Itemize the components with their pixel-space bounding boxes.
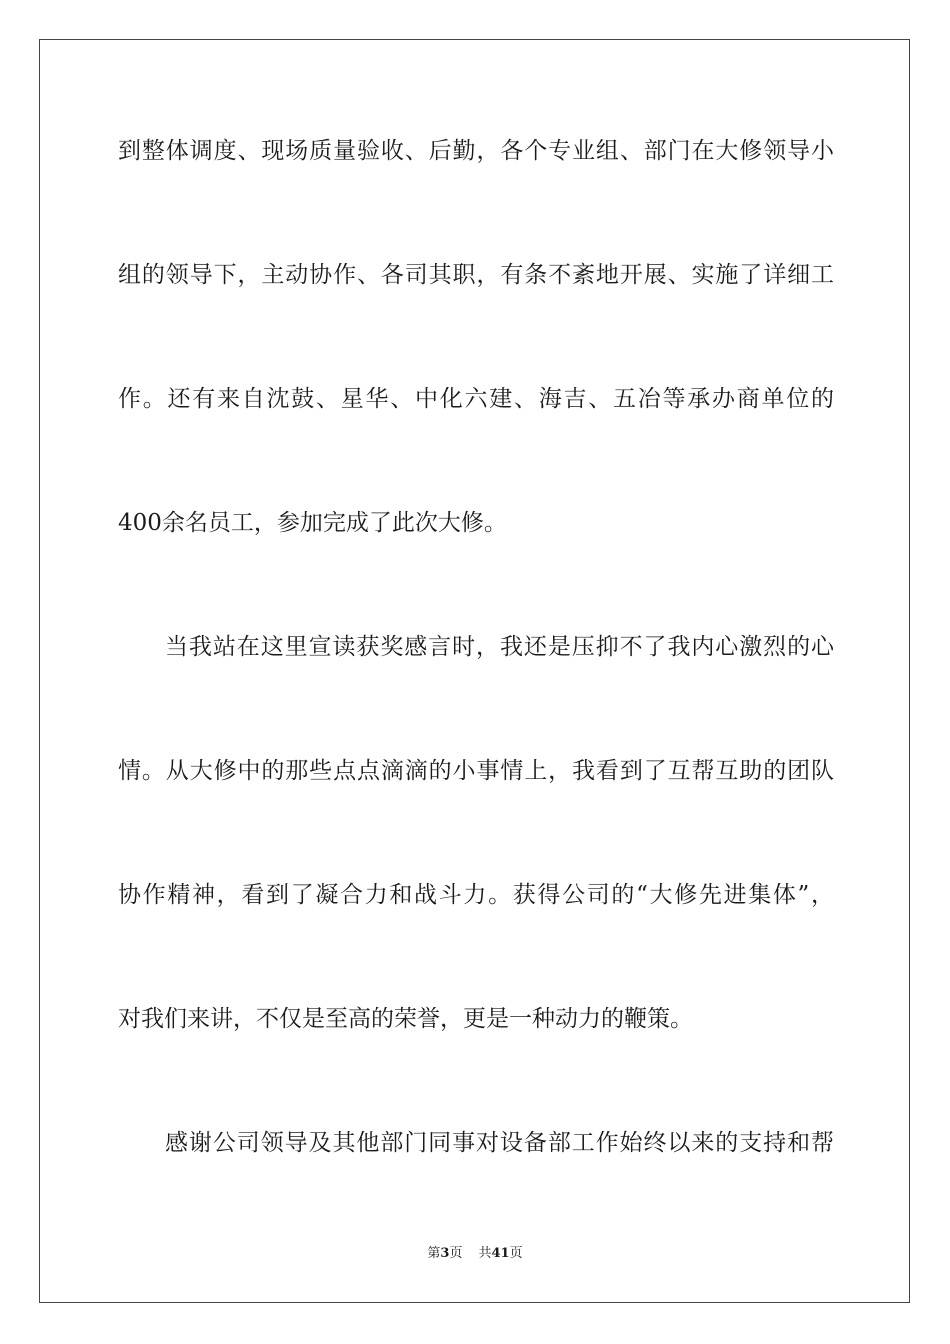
page-border	[39, 39, 910, 1303]
page-prefix: 第	[427, 1246, 441, 1261]
text-line-7: 协作精神，看到了凝合力和战斗力。获得公司的“大修先进集体”，	[118, 882, 834, 908]
text-line-9: 感谢公司领导及其他部门同事对设备部工作始终以来的支持和帮	[165, 1130, 834, 1156]
page-footer	[0, 1245, 950, 1263]
text-line-1: 到整体调度、现场质量验收、后勤，各个专业组、部门在大修领导小	[118, 138, 834, 164]
total-prefix: 共	[478, 1246, 492, 1261]
text-line-2: 组的领导下，主动协作、各司其职，有条不紊地开展、实施了详细工	[118, 262, 834, 288]
text-line-6: 情。从大修中的那些点点滴滴的小事情上，我看到了互帮互助的团队	[118, 758, 834, 784]
page-suffix: 页	[449, 1246, 463, 1261]
total-pages: 41	[491, 1246, 510, 1261]
page-number: 3	[440, 1246, 450, 1261]
text-line-5: 当我站在这里宣读获奖感言时，我还是压抑不了我内心激烈的心	[165, 634, 834, 660]
text-line-8: 对我们来讲，不仅是至高的荣誉，更是一种动力的鞭策。	[118, 1006, 693, 1032]
total-suffix: 页	[509, 1246, 523, 1261]
text-line-3: 作。还有来自沈鼓、星华、中化六建、海吉、五冶等承办商单位的	[118, 386, 834, 412]
text-line-4: 400余名员工，参加完成了此次大修。	[118, 510, 507, 536]
